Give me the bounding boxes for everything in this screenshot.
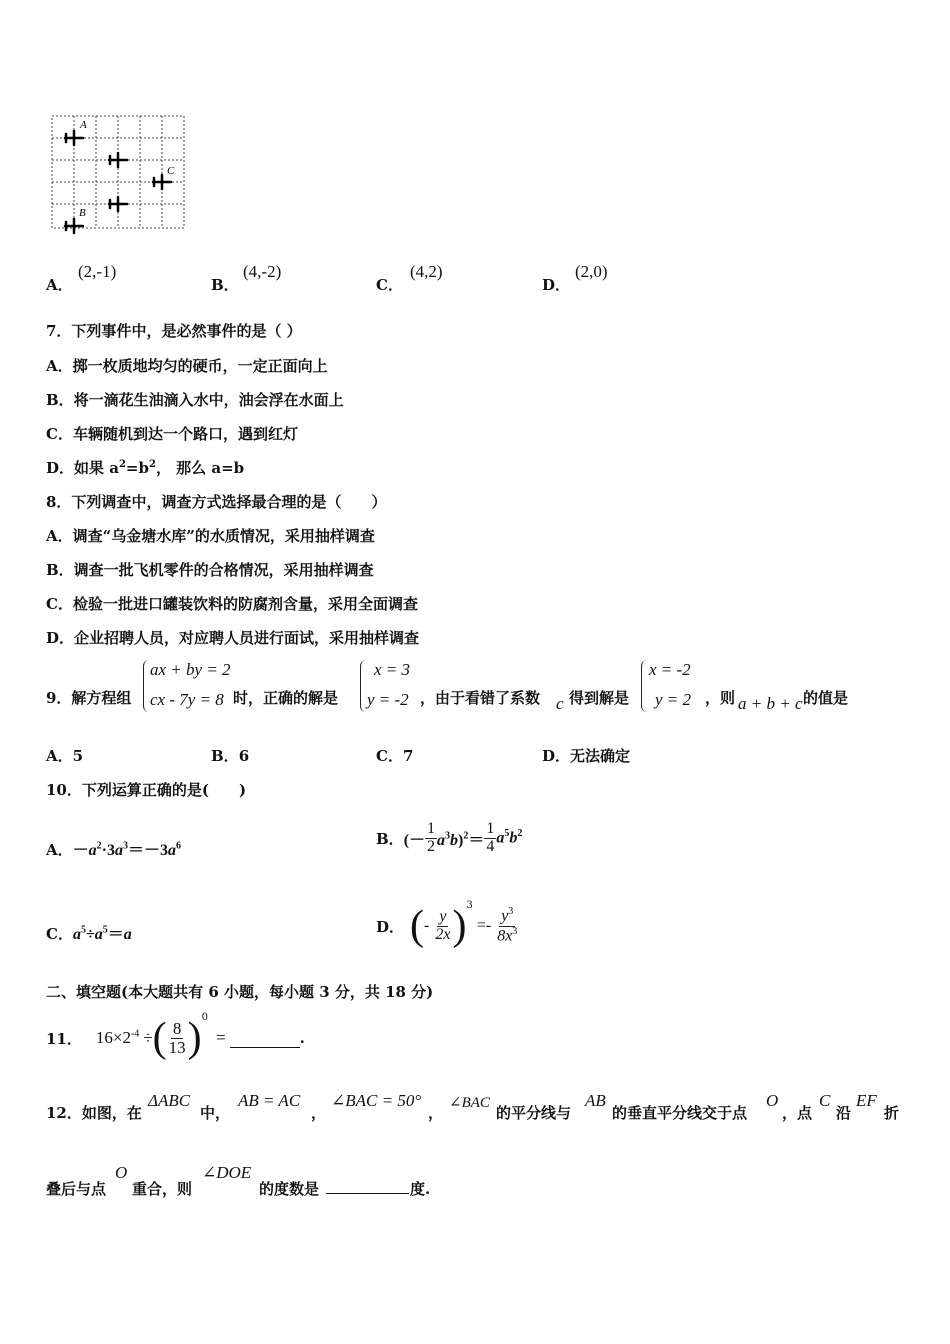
fraction-denominator: 2 <box>427 837 436 855</box>
exponent: 2 <box>118 459 126 470</box>
fraction-numerator: y <box>439 907 447 925</box>
q10-option-b: B． (－ $\frac{1}{2}$ $a^3b)^2=$ $\frac{1}{4}$ $a^5b^2$ <box>376 819 523 855</box>
q8-option-a: A．调查“乌金塘水库”的水质情况，采用抽样调查 <box>46 527 375 545</box>
q10-option-c: C．$a^5\div a^5=a$ <box>46 924 132 943</box>
option-value: (2,-1) <box>78 262 117 281</box>
label-b: B <box>79 207 86 219</box>
q9-text2: ，由于看错了系数 <box>420 689 541 707</box>
q9-text1: 时，正确的解是 <box>233 689 339 707</box>
option-letter: A． <box>46 276 73 294</box>
q10-option-a: A．$-a^2\cdot 3a^3=-3a^6$ <box>46 840 182 859</box>
option-value: (4,-2) <box>243 262 282 281</box>
q8-option-c: C．检验一批进口罐装饮料的防腐剂含量，采用全面调查 <box>46 595 418 613</box>
grid-figure <box>48 112 190 236</box>
option-a: A．5 <box>46 747 84 765</box>
q11-base: 16×2 <box>95 1028 131 1047</box>
q9-sys1-eq1: ax + by = 2 <box>150 660 231 679</box>
fraction-denominator: 8x <box>497 926 513 944</box>
option-b: B．6 <box>211 747 250 765</box>
option-d: D．无法确定 <box>542 747 631 765</box>
q9-sys2-eq2: y = -2 <box>367 690 409 709</box>
fraction-numerator: 1 <box>486 819 495 837</box>
answer-blank[interactable] <box>326 1176 409 1194</box>
option-value: (2,0) <box>575 262 608 281</box>
plane-icon <box>65 219 83 233</box>
q12-doe: ∠DOE <box>202 1163 252 1182</box>
q11: 11． $16\times 2^{-4}$ ÷ ( $\frac{8}{13}$ ) $^0$ = . <box>46 1012 305 1061</box>
q12-o2: O <box>115 1163 128 1182</box>
q11-div: ÷ <box>143 1028 153 1047</box>
q12-prefix: 12．如图，在 <box>46 1104 142 1122</box>
q12-angle: ∠BAC = 50° <box>331 1091 422 1110</box>
q7-d-mid: =b <box>125 459 149 477</box>
exponent: -4 <box>130 1028 140 1040</box>
label-c: C <box>167 165 175 177</box>
q7-stem: 7．下列事件中，是必然事件的是（ ） <box>46 322 302 340</box>
plane-icon <box>109 153 127 167</box>
q7-option-d <box>46 457 244 478</box>
fraction-denominator: 13 <box>168 1037 186 1057</box>
system-brace <box>143 660 150 712</box>
section-title: 二、填空题(本大题共有 6 小题，每小题 3 分，共 18 分) <box>46 983 434 1001</box>
system-brace <box>360 660 367 712</box>
answer-blank[interactable] <box>230 1029 300 1048</box>
q12-ef: EF <box>856 1091 877 1110</box>
q6-options <box>0 262 950 294</box>
q7-option-a: A．掷一枚质地均匀的硬币，一定正面向上 <box>46 357 328 375</box>
q9-text5: 的值是 <box>803 689 849 707</box>
fraction-numerator: y <box>501 907 509 925</box>
q11-prefix: 11． <box>46 1029 82 1048</box>
q8-stem: 8．下列调查中，调查方式选择最合理的是（ ） <box>46 493 387 511</box>
plane-icon <box>109 197 127 211</box>
exponent: 0 <box>201 1012 209 1023</box>
exponent: 2 <box>148 459 156 470</box>
q10-stem: 10．下列运算正确的是( ) <box>46 781 247 799</box>
system-brace <box>641 660 648 712</box>
label-a: A <box>80 119 87 131</box>
plane-icon <box>153 175 171 189</box>
q9-expr: a + b + c <box>738 694 803 713</box>
q8-option-d: D．企业招聘人员，对应聘人员进行面试，采用抽样调查 <box>46 629 420 647</box>
q7-d-prefix: D．如果 a <box>46 459 119 477</box>
q7-d-suffix: ， 那么 a=b <box>155 459 245 477</box>
q12-angle2: ∠BAC <box>449 1095 490 1111</box>
q9-prefix: 9．解方程组 <box>46 689 132 707</box>
q12-ab: AB <box>585 1091 606 1110</box>
q9-c: c <box>556 694 564 713</box>
q8-option-b: B．调查一批飞机零件的合格情况，采用抽样调查 <box>46 561 374 579</box>
q12-eq1: AB = AC <box>238 1091 301 1110</box>
option-letter: D． <box>542 276 571 294</box>
q7-option-c: C．车辆随机到达一个路口，遇到红灯 <box>46 425 298 443</box>
q7-option-b: B．将一滴花生油滴入水中，油会浮在水面上 <box>46 391 344 409</box>
fraction-denominator: 4 <box>486 837 495 855</box>
fraction-numerator: 8 <box>172 1018 182 1038</box>
option-c: C．7 <box>376 747 414 765</box>
plane-icon <box>65 131 83 145</box>
fraction-denominator: 2x <box>435 925 451 943</box>
q9-sys2-eq1: x = 3 <box>374 660 411 679</box>
q9-sys3-eq1: x = -2 <box>649 660 691 679</box>
q12-o: O <box>766 1091 779 1110</box>
q9-text4: ，则 <box>705 689 736 707</box>
q11-eq: = <box>216 1028 226 1047</box>
option-letter: C． <box>376 276 403 294</box>
q12-c: C <box>819 1091 831 1110</box>
q12-tri: ΔABC <box>148 1091 191 1110</box>
option-letter: B． <box>211 276 239 294</box>
q9-text3: 得到解是 <box>569 689 630 707</box>
q9-options <box>0 745 950 767</box>
q10-option-d: D． ( - $\frac{y}{2x}$ ) $^3$ =- $\frac{y^3}{8x^3}$ <box>376 900 518 949</box>
q9-sys3-eq2: y = 2 <box>655 690 692 709</box>
fraction-numerator: 1 <box>427 819 436 837</box>
option-value: (4,2) <box>410 262 443 281</box>
q9-sys1-eq2: cx - 7y = 8 <box>150 690 224 709</box>
